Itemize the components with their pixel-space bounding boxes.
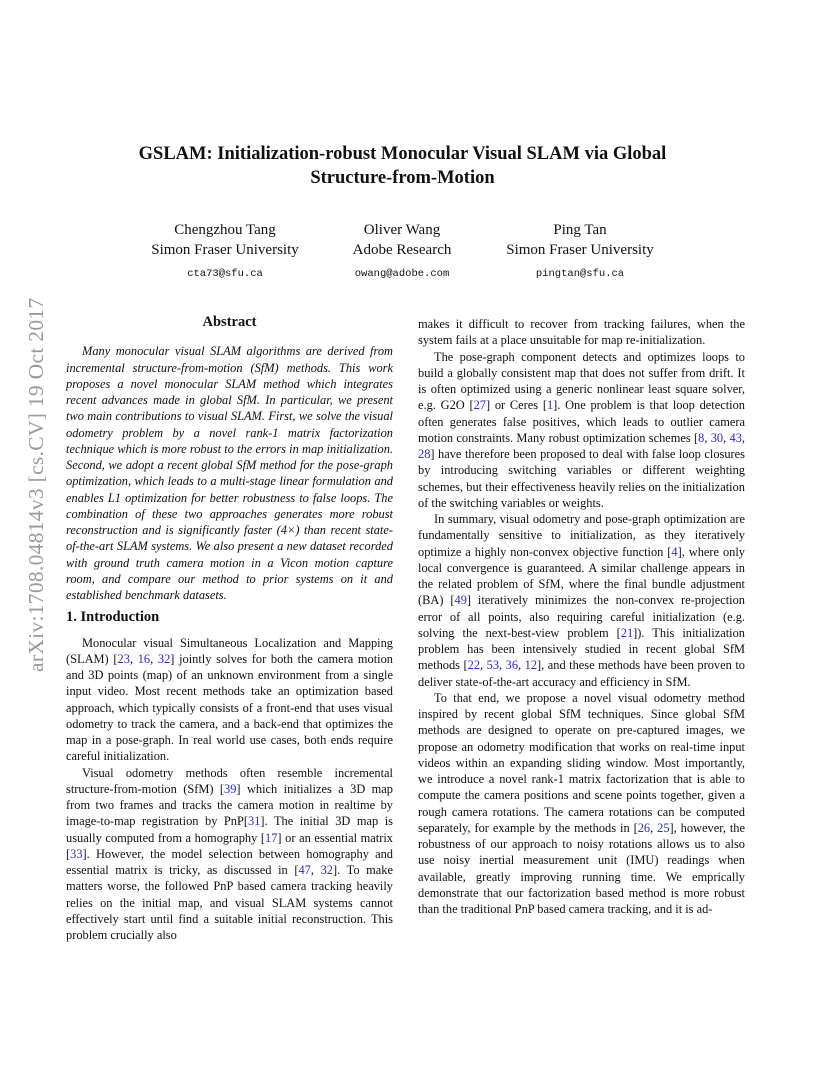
left-column [66, 314, 393, 943]
citation-link[interactable]: 36 [505, 658, 519, 673]
author-1 [140, 220, 310, 284]
citation-link[interactable]: 28 [418, 447, 431, 461]
author-name: Oliver Wang [363, 222, 441, 238]
title-line-2: Structure-from-Motion [310, 168, 495, 188]
abstract-text: Many monocular visual SLAM algorithms are derived from incremental structure-from-motion (SfM) methods. This work proposes a novel monocular SLAM method which integrates recent advances made in global SfM. In particular, we present two main contributions to visual SLAM. First, we solve the visual odometry problem by a novel rank-1 matrix factorization technique which is more robust to the errors in map initialization. Second, we adopt a recent global SfM method for the pose-graph optimization, which leads to a multi-stage linear formulation and enables L1 optimization for better robustness to false loops. The combination of these two approaches generates more robust reconstruction and is significantly faster (4×) than recent state-of-the-art SLAM systems. We also present a new dataset recorded with ground truth camera motion in a Vicon motion capture room, and compare our method to prior systems on it and established benchmark datasets. [66, 344, 393, 602]
intro-paragraph-2: Visual odometry methods often resemble incremental structure-from-motion (SfM) [39] which initializes a 3D map from two frames and tracks the camera motion in realtime by image-to-map registration by PnP[31]. The initial 3D map is usually computed from a homography [17] or an essential matrix [33]. However, the model selection between homography and essential matrix is tricky, as discussed in [47, 32]. To make matters worse, the followed PnP based camera tracking heavily relies on the initial map, and visual SLAM systems cannot effectively start until find a suitable initial reconstruction. This problem crucially also [66, 765, 394, 942]
citation-link[interactable]: 32 [157, 651, 171, 666]
citation-link[interactable]: 21 [620, 625, 634, 640]
author-email: pingtan@sfu.ca [535, 268, 625, 280]
author-affiliation: Simon Fraser University [151, 242, 299, 258]
citation-link[interactable]: 23 [117, 651, 130, 666]
citation-link[interactable]: 53 [486, 658, 500, 673]
intro-paragraph-4: In summary, visual odometry and pose-graph optimization are fundamentally sensitive to initialization, as they iteratively optimize a highly non-convex objective function [4], where only local convergence is guaranteed. A similar challenge appears in the related problem of SfM, where the final bundle adjustment (BA) [49] iteratively minimizes the non-convex re-projection error of all points, also requiring careful initialization (e.g. solving the next-best-view problem [21]). This initialization problem has been intensively studied in recent global SfM methods [22, 53, 36, 12], and these methods have been proven to deliver state-of-the-art accuracy and efficiency in SfM. [418, 512, 746, 689]
introduction-heading: 1. Introduction [66, 609, 160, 626]
citation-link[interactable]: 8 [698, 430, 705, 445]
abstract-heading: Abstract [202, 314, 257, 330]
author-affiliation: Adobe Research [352, 242, 452, 258]
author-2 [332, 220, 472, 284]
citation-link[interactable]: 26 [637, 820, 651, 835]
citation-link[interactable]: 1 [546, 398, 554, 413]
author-email: owang@adobe.com [354, 268, 450, 280]
intro-paragraph-2-continued: makes it difficult to recover from tracking failures, when the system fails at a place unsuitable for map re-initialization. [418, 317, 745, 348]
right-column [418, 316, 745, 917]
citation-link[interactable]: 17 [265, 830, 278, 845]
citation-link[interactable]: 27 [473, 398, 486, 413]
citation-link[interactable]: 43 [729, 430, 742, 445]
intro-paragraph-3: The pose-graph component detects and optimizes loops to build a globally consistent map that does not suffer from drift. It is often optimized using a generic nonlinear least square solver, e.g. G2O [27] or Ceres [1]. One problem is that loop detection often generates false positives, which leads to outlier camera motion constraints. Many robust optimization schemes [8, 30, 43, 28] have therefore been proposed to deal with false loop closures by introducing switching variables or different weighting schemes, but their effectiveness heavily relies on the initialization of the switching variables or weights. [418, 349, 745, 510]
citation-link[interactable]: 22 [467, 658, 481, 673]
citation-link[interactable]: 4 [671, 544, 678, 559]
author-name: Chengzhou Tang [174, 222, 276, 238]
citation-link[interactable]: 16 [137, 651, 151, 666]
arxiv-identifier: arXiv:1708.04814v3 [cs.CV] 19 Oct 2017 [24, 297, 48, 672]
intro-paragraph-1: Monocular visual Simultaneous Localization and Mapping (SLAM) [23, 16, 32] jointly solves for both the camera motion and 3D points (map) of an unknown environment from a single input video. Most recent methods take an optimization based approach, which typically consists of a front-end that uses visual odometry to track the camera, and a back-end that optimizes the map in a pose-graph. In real world use cases, both ends require careful initialization. [66, 635, 394, 764]
author-3 [494, 220, 666, 284]
citation-link[interactable]: 39 [224, 781, 237, 796]
author-name: Ping Tan [553, 222, 607, 238]
author-email: cta73@sfu.ca [187, 268, 263, 280]
author-affiliation: Simon Fraser University [506, 242, 654, 258]
paper-title [60, 142, 745, 190]
citation-link[interactable]: 31 [248, 814, 261, 829]
citation-link[interactable]: 32 [320, 863, 333, 877]
citation-link[interactable]: 33 [70, 846, 83, 861]
citation-link[interactable]: 47 [298, 863, 311, 877]
citation-link[interactable]: 25 [657, 820, 670, 835]
citation-link[interactable]: 12 [524, 658, 538, 673]
citation-link[interactable]: 49 [454, 593, 467, 608]
title-line-1: GSLAM: Initialization-robust Monocular Visual SLAM via Global [138, 144, 667, 164]
intro-paragraph-5: To that end, we propose a novel visual odometry method inspired by recent global SfM techniques. Since global SfM methods are designed to operate on pre-captured images, we propose an odometry modification that works on real-time input videos within an expanding sliding window. Most importantly, we introduce a novel rank-1 matrix factorization that is able to compute the camera positions and scene points together, given a rough camera rotations. The camera rotations can be computed separately, for example by the methods in [26, 25], however, the robustness of our approach to noisy rotations allows us to also use noisy inertial measurement unit (IMU) readings when available, greatly improving running time. We emprically demonstrate that our factorization based method is more robust than the traditional PnP based camera tracking, and it is ad- [418, 690, 745, 916]
citation-link[interactable]: 30 [710, 430, 724, 445]
